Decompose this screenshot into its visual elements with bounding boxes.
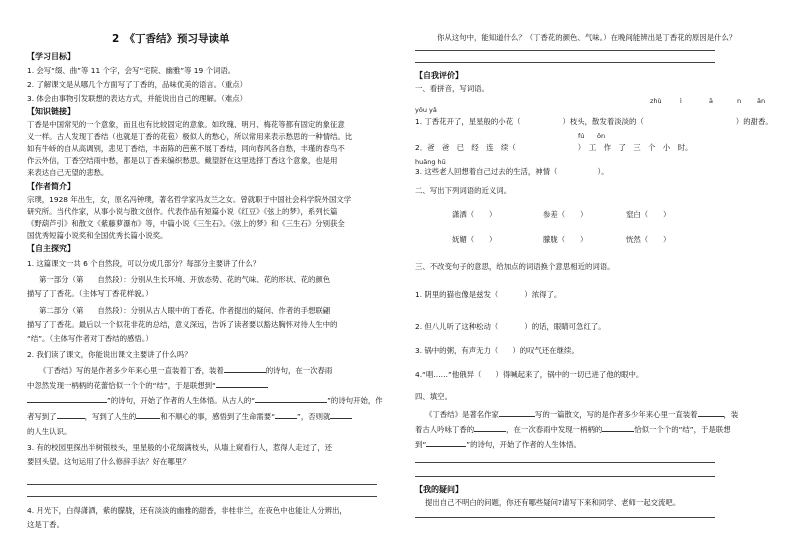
word-text: ）枝头，散发着淡淡的（ (562, 117, 644, 126)
question-1: 1. 这篇课文一共 6 个自然段，可以分成几部分？每部分主要讲了什么？ (27, 259, 261, 268)
section-heading-author: 【作者简介】 (27, 182, 75, 191)
fill-text: 《丁香结》是著名作家 (425, 410, 499, 419)
answer-blank[interactable] (426, 446, 466, 447)
q2-text: ，写到了人生的 (84, 412, 137, 421)
answer-line[interactable] (27, 484, 377, 485)
answer-blank[interactable] (57, 418, 85, 419)
q2-text: 和不顺心的事，感悟到了生命需要“ (160, 412, 276, 421)
replace-text: ）得喊起来了，锅中的一切已进了他的眼中。 (495, 370, 644, 379)
part2-label (39, 306, 330, 316)
pinyin: n (737, 97, 742, 105)
section-heading-self-eval: 【自我评价】 (415, 71, 463, 80)
fill-text: ”的诗句，开始了作者的人生体悟。 (466, 440, 581, 449)
pinyin: ì (680, 97, 682, 105)
word-text: ）。 (597, 167, 609, 176)
question-4: 4. 月光下，白得潇洒，紫的朦胧，还有淡淡的幽雅的甜香，非桂非兰，在夜色中也能让人分辨出， (27, 506, 347, 515)
fill-text: 写的一篇散文，写的是作者多少年来心里一直装着 (534, 410, 698, 419)
word-text: 2．爸 爸 已 经 连 续（ (415, 143, 516, 152)
part1-label-b: 自然段）：分别从生长环境、开放态势、花的气味、花的形状、花的颜色 (97, 275, 331, 284)
q2-line-d (27, 412, 352, 422)
part-heading: 二、写出下列词语的近义词。 (415, 186, 512, 195)
answer-line[interactable] (415, 476, 715, 477)
synonym-item: 潇洒（ ） (452, 210, 497, 219)
synonym-item: 窒白（ ） (626, 210, 671, 219)
fill-text: ，装 (723, 410, 739, 419)
answer-blank[interactable] (224, 372, 266, 373)
q2-text: ”的诗句开始，作 (327, 396, 383, 405)
q2-text: ”的诗句，开始了作者的人生体悟。从古人的“ (107, 396, 256, 405)
answer-line[interactable] (27, 496, 377, 497)
section-heading-questions: 【我的疑问】 (415, 485, 463, 494)
pinyin: zhù (650, 97, 662, 105)
author-line: 宗璞，1928 年出生，女，原名冯钟璞，著名哲学家冯友兰之女。曾就职于中国社会科学院外国文学 (27, 195, 352, 204)
pinyin: fú (578, 132, 585, 140)
pinyin: ōn (597, 132, 606, 140)
q2-text: 《丁香结》写的是作者多少年来心里一直装着丁香，装着 (39, 366, 224, 375)
answer-blank[interactable] (255, 402, 327, 403)
question-4-cont: 这是丁香。 (27, 520, 64, 529)
answer-blank[interactable] (330, 418, 352, 419)
replace-item-3 (415, 346, 579, 356)
fill-line-2 (415, 425, 731, 435)
answer-line[interactable] (415, 517, 715, 518)
knowledge-line: 丁香是中国常见的一个意象，而且也有比较固定的意象。如玫瑰、明月、梅花等都有固定的象征意 (27, 120, 345, 129)
part-heading: 四、填空。 (415, 392, 452, 401)
fill-text: 着古人吟咏丁香的 (415, 425, 475, 434)
replace-text: 1. 阴里的猫也像是兹发（ (415, 290, 499, 299)
replace-text: ）的叹气还在继续。 (512, 346, 579, 355)
q2-text: 的诗句，在一次春雨 (265, 366, 333, 375)
answer-blank[interactable] (602, 431, 634, 432)
part2-label-b: 自然段）：分别从古人眼中的丁香花、作者提出的疑问、作者的手想联翩 (97, 306, 331, 315)
author-line: 研究所。当代作家，从事小说与散文创作。代表作品有短篇小说《红豆》《弦上的梦》，系列长篇 (27, 207, 338, 216)
part2-label-a: 第二部分（第 (39, 306, 84, 315)
q4-followup: 你从这句中，能知道什么？（丁香花的颜色、气味。）在晚间能辨出是丁香花的原因是什么？ (437, 33, 737, 42)
pinyin: ǎn (757, 97, 766, 105)
part1-summary: 描写了丁香花。（主体写丁香花样貌。） (27, 289, 153, 298)
fill-line-1 (425, 410, 738, 420)
answer-blank[interactable] (136, 418, 160, 419)
answer-blank[interactable] (698, 416, 724, 417)
synonym-item: 妩媚（ ） (452, 235, 497, 244)
q2-line-b (27, 381, 268, 391)
section-heading-explore: 【自主探究】 (27, 244, 75, 253)
part-heading: 三、不改变句子的意思，给加点的词语换个意思相近的词语。 (415, 262, 615, 271)
questions-instruction: 提出自己不明白的问题，你还有哪些疑问?请写下来和同学、老师一起交流吧。 (425, 498, 681, 507)
section-heading-knowledge: 【知识链接】 (27, 107, 75, 116)
fill-text: 恰似一个个的“结”，于是联想 (634, 425, 731, 434)
page-title: 2 《丁香结》预习导读单 (112, 33, 230, 45)
word-text: ）的甜香。 (735, 117, 773, 126)
goal-item-2: 2. 了解课文是从哪几个方面写了丁香的，品味优美的语言。（重点） (27, 80, 248, 89)
answer-blank[interactable] (275, 418, 297, 419)
author-line: 国优秀短篇小说奖和全国优秀长篇小说奖。 (27, 231, 168, 240)
word-item-3 (415, 167, 609, 177)
part1-label (39, 275, 330, 285)
answer-blank[interactable] (499, 416, 535, 417)
replace-item-4 (415, 370, 643, 380)
right-page (397, 0, 794, 560)
fill-text: ，在一次春雨中发现一柄柄的 (506, 425, 603, 434)
q2-text: 中忽然发现一柄柄的花蕾恰似一个个的“结”，于是联想到“ (27, 381, 216, 390)
word-item-1 (415, 117, 773, 127)
part1-label-a: 第一部分（第 (39, 275, 84, 284)
synonym-item: 参差（ ） (543, 210, 588, 219)
question-3-cont: 要回头望。这句运用了什么修辞手法？好在哪里？ (27, 457, 190, 466)
part2-note: “结”。（主体写作者对丁香结的感悟。） (27, 334, 153, 343)
answer-line[interactable] (415, 62, 715, 63)
q2-text: 者写到了 (27, 412, 57, 421)
replace-text: ）浓得了。 (524, 290, 562, 299)
replace-text: 2. 但八儿听了这种松动（ (415, 322, 499, 331)
synonym-item: 朦胧（ ） (543, 235, 588, 244)
q2-line-e: 的人生认识。 (27, 427, 72, 436)
fill-line-3 (415, 440, 581, 450)
goal-item-3: 3. 体会由事物引发联想的表达方式，并能说出自己的理解。（难点） (27, 94, 248, 103)
word-text: 3. 这些老人回想着自己过去的生活，神情（ (415, 167, 558, 176)
goal-item-1: 1. 会写“缀、曲”等 11 个字，会写“宅院、幽雅”等 19 个词语。 (27, 66, 236, 75)
part-heading: 一、看拼音，写词语。 (415, 84, 489, 93)
pinyin: ā (709, 97, 713, 105)
replace-text: 4.“唱……”他俄异（ (415, 370, 482, 379)
answer-line[interactable] (415, 50, 715, 51)
question-2: 2. 我们读了课文，你能说出课文主要讲了什么吗？ (27, 350, 192, 359)
replace-text: ）的话，眼睛可急红了。 (524, 322, 606, 331)
q2-line-a (39, 366, 332, 376)
knowledge-line: 作云外信，丁香空结雨中愁，都是以丁香来编织愁思。戴望舒在这里选择丁香这个意象，也是用 (27, 156, 338, 165)
knowledge-line: 义一样。古人发现丁香结（也就是丁香的花苞）极似人的愁心，所以常用来表示愁思的一种情结。比 (27, 132, 353, 141)
q2-line-c (27, 396, 383, 406)
author-line: 《野葫芦引》和散文《紫藤萝瀑布》等，中篇小说《三生石》。《弦上的梦》和《三生石》分别获全 (27, 219, 345, 228)
knowledge-line: 来表达自己无望的悲愁。 (27, 168, 109, 177)
answer-blank[interactable] (216, 387, 268, 388)
pinyin: huǎng hū (415, 158, 446, 166)
replace-text: 3. 锅中的粥，有声无力（ (415, 346, 499, 355)
replace-item-2 (415, 322, 606, 332)
pinyin: yōu yǎ (415, 106, 437, 114)
answer-line[interactable] (415, 462, 715, 463)
synonym-item: 恍然（ ） (626, 235, 671, 244)
word-text: 1. 丁香花开了，星星般的小花（ (415, 117, 521, 126)
knowledge-line: 如有牛峤的自从高调别，悲见丁香结，丰南陈的芭蕉不展丁香结，同向春风各自愁，丰瑾的春鸟不 (27, 144, 345, 153)
q2-text: ”，否则就 (297, 412, 331, 421)
part2-summary: 描写了丁香花。最后以一个似花非花的总结，意义深远，告诉了读者要以豁达胸怀对待人生中的 (27, 320, 338, 329)
replace-item-1 (415, 290, 561, 300)
answer-blank[interactable] (27, 402, 107, 403)
answer-blank[interactable] (474, 431, 506, 432)
question-3: 3. 有的校园里探出半树银枝头，里星般的小花缀满枝头，从墙上窥看行人，惹得人走过了，还 (27, 443, 333, 452)
word-item-2 (415, 143, 692, 153)
section-heading-goals: 【学习目标】 (27, 52, 75, 61)
word-text: ） 工 作 了 三 个 小 时。 (577, 143, 693, 152)
fill-text: 到“ (415, 440, 427, 449)
